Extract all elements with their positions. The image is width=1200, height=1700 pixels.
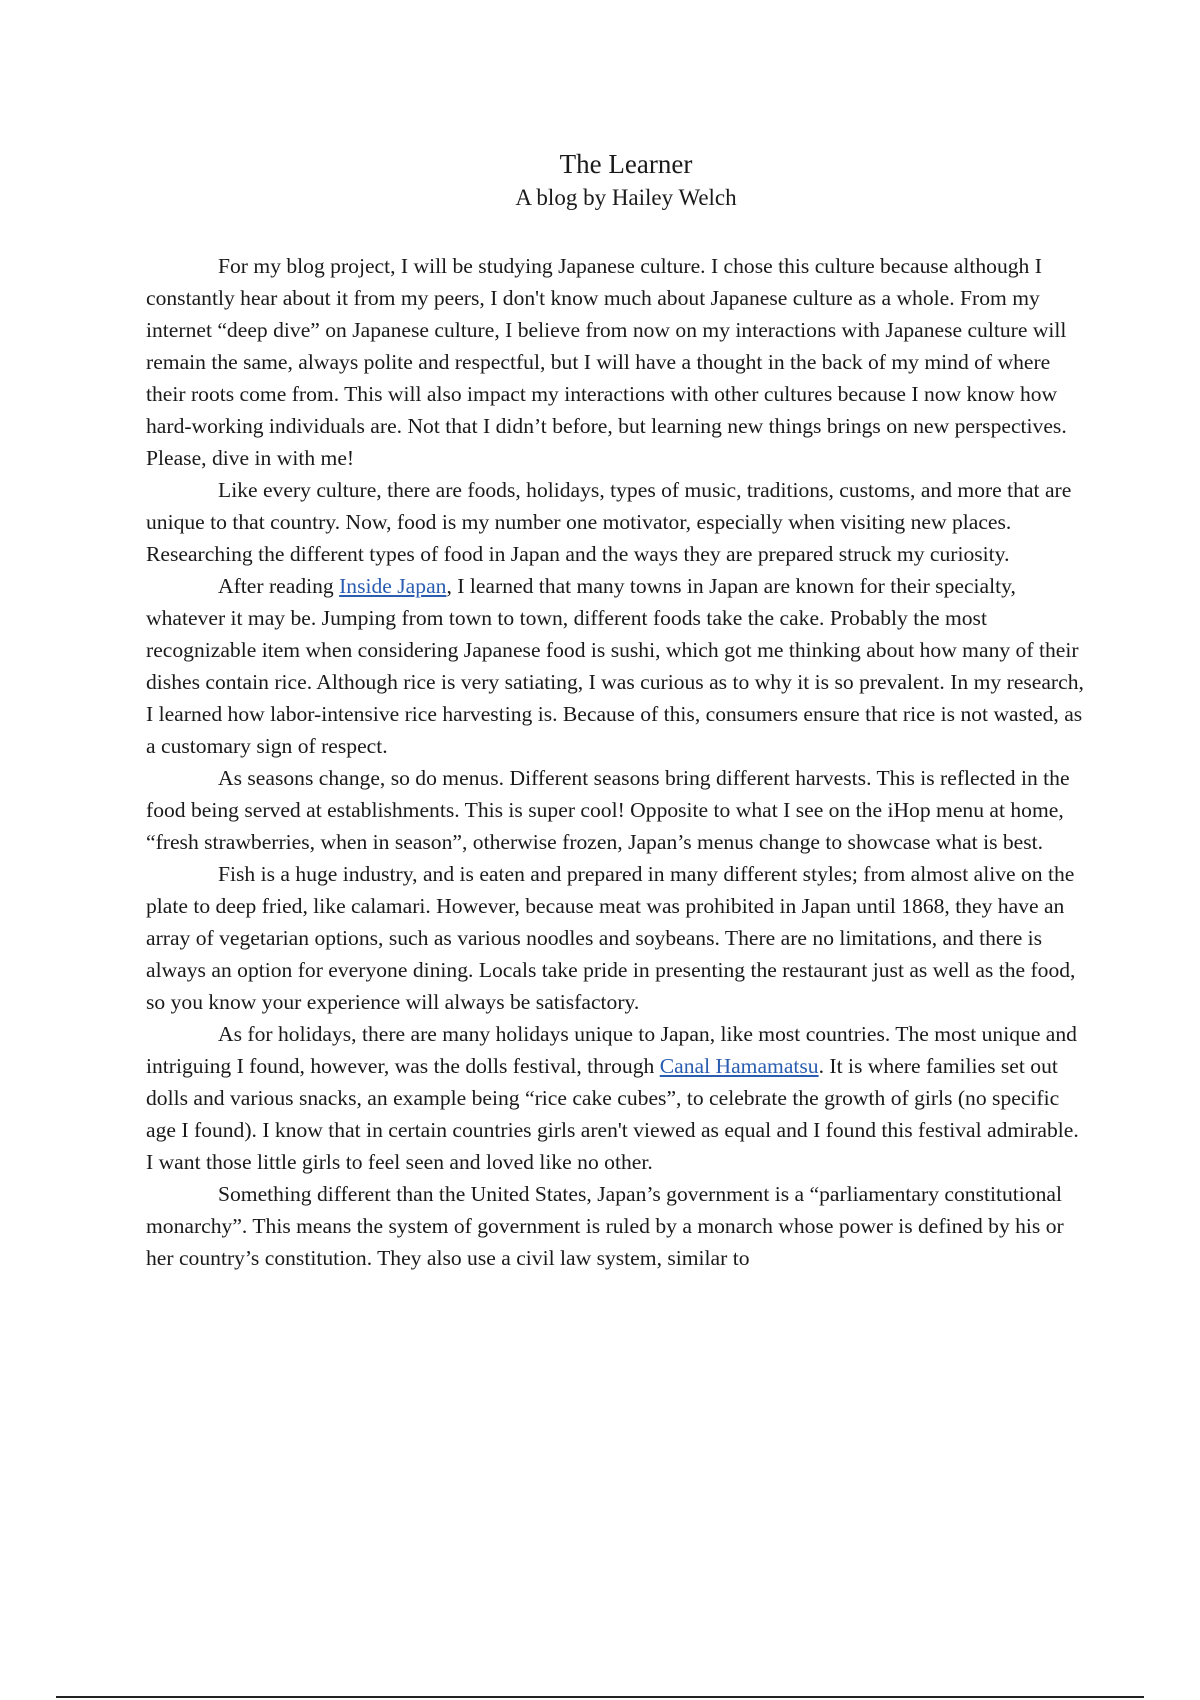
paragraph-text-before: As for holidays, there are many holidays unique to Japan, like most countries. The most unique and intriguing I found, however, was the dolls festival, through: [146, 1022, 1077, 1078]
paragraph-intro: For my blog project, I will be studying Japanese culture. I chose this culture because although I constantly hear about it from my peers, I don't know much about Japanese culture as a whole. From my internet “deep dive” on Japanese culture, I believe from now on my interactions with Japanese culture will remain the same, always polite and respectful, but I will have a thought in the back of my mind of where their roots come from. This will also impact my interactions with other cultures because I now know how hard-working individuals are. Not that I didn’t before, but learning new things brings on new perspectives. Please, dive in with me!: [146, 254, 1067, 470]
paragraph-culture-foods: Like every culture, there are foods, holidays, types of music, traditions, customs, and more that are unique to that country. Now, food is my number one motivator, especially when visiting new places. Researching the different types of food in Japan and the ways they are prepared struck my curiosity.: [146, 478, 1072, 566]
blog-body: [146, 250, 1088, 1274]
paragraph-government: Something different than the United States, Japan’s government is a “parliamentary constitutional monarchy”. This means the system of government is ruled by a monarch whose power is defined by his or her country’s constitution. They also use a civil law system, similar to: [146, 1182, 1064, 1270]
footer-divider: [56, 1696, 1144, 1698]
inside-japan-link[interactable]: Inside Japan: [339, 574, 447, 598]
paragraph-seasons: As seasons change, so do menus. Different seasons bring different harvests. This is reflected in the food being served at establishments. This is super cool! Opposite to what I see on the iHop menu at home, “fresh strawberries, when in season”, otherwise frozen, Japan’s menus change to showcase what is best.: [146, 766, 1070, 854]
paragraph-text-after: . It is where families set out dolls and various snacks, an example being “rice cake cubes”, to celebrate the growth of girls (no specific age I found). I know that in certain countries girls aren't viewed as equal and I found this festival admirable. I want those little girls to feel seen and loved like no other.: [146, 1054, 1079, 1174]
paragraph-holidays: [146, 1018, 1088, 1178]
paragraph-fish: Fish is a huge industry, and is eaten and prepared in many different styles; from almost alive on the plate to deep fried, like calamari. However, because meat was prohibited in Japan until 1868, they have an array of vegetarian options, such as various noodles and soybeans. There are no limitations, and there is always an option for everyone dining. Locals take pride in presenting the restaurant just as well as the food, so you know your experience will always be satisfactory.: [146, 862, 1076, 1014]
paragraph-text-before: After reading: [218, 574, 340, 598]
page-subtitle: A blog by Hailey Welch: [515, 185, 737, 210]
paragraph-inside-japan: [146, 570, 1088, 762]
page-title: The Learner: [559, 149, 693, 179]
title-block: [0, 146, 1200, 214]
paragraph-text-after: , I learned that many towns in Japan are known for their specialty, whatever it may be. Jumping from town to town, different foods take the cake. Probably the most recognizable item when considering Japanese food is sushi, which got me thinking about how many of their dishes contain rice. Although rice is very satiating, I was curious as to why it is so prevalent. In my research, I learned how labor-intensive rice harvesting is. Because of this, consumers ensure that rice is not wasted, as a customary sign of respect.: [146, 574, 1084, 758]
canal-hamamatsu-link[interactable]: Canal Hamamatsu: [659, 1054, 819, 1078]
